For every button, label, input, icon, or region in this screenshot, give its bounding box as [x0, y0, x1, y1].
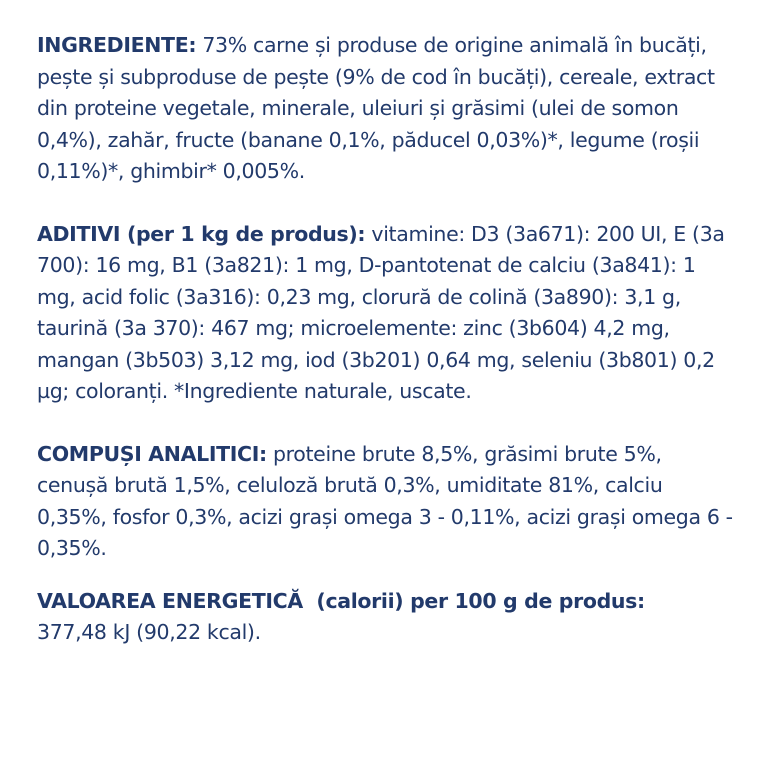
additives-section: [37, 219, 737, 408]
energy-value-label: VALOAREA ENERGETICĂ (calorii) per 100 g de produs:: [37, 588, 645, 613]
additives-text: vitamine: D3 (3a671): 200 UI, E (3a 700): 16 mg, B1 (3a821): 1 mg, D-pantotenat de calciu (3a841): 1 mg, acid folic (3a316): 0,23 mg, clorură de colină (3a890): 3,1 g, taurină (3a 370): 467 mg; microelemente: zinc (3b604) 4,2 mg, mangan (3b503) 3,12 mg, iod (3b201) 0,64 mg, seleniu (3b801) 0,2 µg; coloranți. *Ingrediente naturale, uscate.: [37, 221, 725, 403]
analytical-components-text: proteine brute 8,5%, grăsimi brute 5%, cenușă brută 1,5%, celuloză brută 0,3%, umiditate 81%, calciu 0,35%, fosfor 0,3%, acizi grași omega 3 - 0,11%, acizi grași omega 6 - 0,35%.: [37, 441, 733, 560]
analytical-components-section: [37, 439, 737, 565]
ingredients-text: 73% carne și produse de origine animală în bucăți, pește și subproduse de pește (9% de cod în bucăți), cereale, extract din proteine vegetale, minerale, uleiuri și grăsimi (ulei de somon 0,4%), zahăr, fructe (banane 0,1%, păducel 0,03%)*, legume (roșii 0,11%)*, ghimbir* 0,005%.: [37, 33, 715, 183]
ingredients-label: INGREDIENTE:: [37, 33, 197, 57]
label-text-block: [37, 30, 737, 649]
energy-value-section: [37, 586, 737, 649]
ingredients-section: [37, 30, 737, 188]
analytical-components-label: COMPUȘI ANALITICI:: [37, 441, 267, 466]
energy-value-text: 377,48 kJ (90,22 kcal).: [37, 620, 261, 644]
additives-label: ADITIVI (per 1 kg de produs):: [37, 221, 366, 246]
